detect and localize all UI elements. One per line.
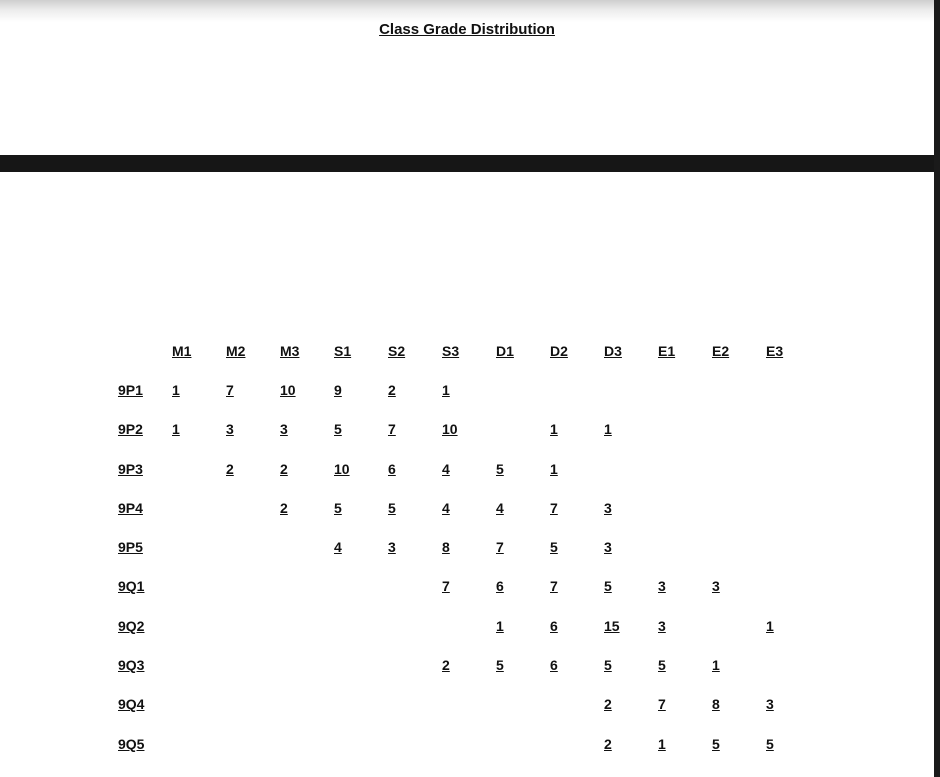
table-cell: 2 xyxy=(604,696,612,713)
table-cell xyxy=(160,606,214,645)
table-row xyxy=(106,370,808,409)
table-cell: 4 xyxy=(334,539,342,556)
table-cell: 2 xyxy=(442,657,450,674)
table-cell xyxy=(268,685,322,724)
table-cell xyxy=(592,370,646,409)
table-cell: 8 xyxy=(712,696,720,713)
table-cell xyxy=(268,567,322,606)
row-label: 9P5 xyxy=(118,539,143,556)
document-title: Class Grade Distribution xyxy=(379,21,555,38)
table-cell: 7 xyxy=(550,499,558,516)
table-cell: 1 xyxy=(442,381,450,398)
table-cell xyxy=(700,488,754,527)
table-cell: 4 xyxy=(442,460,450,477)
table-cell xyxy=(538,370,592,409)
table-cell xyxy=(646,410,700,449)
table-cell xyxy=(646,449,700,488)
table-cell xyxy=(430,685,484,724)
column-header: D3 xyxy=(604,342,622,359)
column-header: D2 xyxy=(550,342,568,359)
table-cell xyxy=(646,488,700,527)
table-cell: 15 xyxy=(604,617,620,634)
table-cell xyxy=(484,410,538,449)
table-cell: 1 xyxy=(658,735,666,752)
table-cell: 7 xyxy=(226,381,234,398)
row-label: 9Q1 xyxy=(118,578,145,595)
table-cell: 7 xyxy=(442,578,450,595)
table-cell xyxy=(538,685,592,724)
table-cell: 5 xyxy=(334,421,342,438)
table-cell: 6 xyxy=(550,657,558,674)
table-cell: 1 xyxy=(550,421,558,438)
table-cell: 6 xyxy=(550,617,558,634)
table-cell xyxy=(160,645,214,684)
column-header: M3 xyxy=(280,342,300,359)
table-cell: 1 xyxy=(712,657,720,674)
table-cell: 1 xyxy=(604,421,612,438)
table-cell: 2 xyxy=(388,381,396,398)
table-cell xyxy=(268,606,322,645)
table-row xyxy=(106,685,808,724)
table-cell xyxy=(214,645,268,684)
table-cell: 5 xyxy=(496,460,504,477)
column-header: M1 xyxy=(172,342,192,359)
table-cell: 3 xyxy=(226,421,234,438)
table-cell xyxy=(268,645,322,684)
table-cell xyxy=(700,449,754,488)
table-cell xyxy=(754,645,808,684)
table-cell xyxy=(754,567,808,606)
table-cell: 5 xyxy=(388,499,396,516)
table-cell xyxy=(484,724,538,763)
page-right-edge xyxy=(934,0,940,777)
table-corner-cell xyxy=(106,331,160,370)
table-cell xyxy=(646,527,700,566)
row-label: 9Q3 xyxy=(118,657,145,674)
table-cell: 10 xyxy=(334,460,350,477)
table-cell xyxy=(214,685,268,724)
table-row xyxy=(106,449,808,488)
table-cell xyxy=(376,724,430,763)
column-header: E1 xyxy=(658,342,676,359)
table-cell: 5 xyxy=(604,657,612,674)
table-cell xyxy=(376,685,430,724)
table-cell xyxy=(322,606,376,645)
page-top-shadow xyxy=(0,0,934,22)
table-cell: 6 xyxy=(496,578,504,595)
table-cell: 1 xyxy=(172,421,180,438)
table-cell: 10 xyxy=(442,421,458,438)
row-label: 9Q5 xyxy=(118,735,145,752)
table-cell xyxy=(322,645,376,684)
table-cell xyxy=(754,488,808,527)
table-cell: 2 xyxy=(226,460,234,477)
table-cell xyxy=(376,645,430,684)
table-cell: 4 xyxy=(442,499,450,516)
column-header: E3 xyxy=(766,342,784,359)
table-row xyxy=(106,488,808,527)
row-label: 9P1 xyxy=(118,381,143,398)
table-cell xyxy=(538,724,592,763)
table-cell xyxy=(322,567,376,606)
table-cell: 3 xyxy=(388,539,396,556)
table-cell: 1 xyxy=(550,460,558,477)
table-cell xyxy=(214,606,268,645)
table-row xyxy=(106,606,808,645)
table-cell xyxy=(700,527,754,566)
table-cell xyxy=(160,527,214,566)
table-cell xyxy=(160,685,214,724)
table-cell xyxy=(160,567,214,606)
table-cell: 6 xyxy=(388,460,396,477)
column-header: D1 xyxy=(496,342,514,359)
table-cell: 7 xyxy=(496,539,504,556)
table-cell xyxy=(214,488,268,527)
table-cell: 1 xyxy=(172,381,180,398)
table-header-row xyxy=(106,331,808,370)
table-cell xyxy=(214,567,268,606)
row-label: 9P4 xyxy=(118,499,143,516)
page-break-bar xyxy=(0,155,934,172)
table-cell: 3 xyxy=(658,578,666,595)
table-cell xyxy=(700,606,754,645)
table-cell xyxy=(592,449,646,488)
table-cell xyxy=(754,449,808,488)
column-header: E2 xyxy=(712,342,730,359)
table-cell xyxy=(214,724,268,763)
table-row xyxy=(106,410,808,449)
table-cell xyxy=(484,685,538,724)
table-cell: 8 xyxy=(442,539,450,556)
table-cell: 5 xyxy=(496,657,504,674)
table-cell: 5 xyxy=(604,578,612,595)
table-cell: 3 xyxy=(604,499,612,516)
table-body xyxy=(106,370,808,763)
table-cell xyxy=(700,370,754,409)
table-cell xyxy=(214,527,268,566)
table-cell: 3 xyxy=(604,539,612,556)
table-cell xyxy=(430,606,484,645)
table-cell xyxy=(322,685,376,724)
table-cell: 7 xyxy=(550,578,558,595)
table-cell: 5 xyxy=(550,539,558,556)
table-cell: 5 xyxy=(712,735,720,752)
table-cell: 5 xyxy=(334,499,342,516)
table-cell xyxy=(646,370,700,409)
table-cell: 3 xyxy=(712,578,720,595)
table-cell: 3 xyxy=(280,421,288,438)
column-header: S1 xyxy=(334,342,352,359)
table-cell: 2 xyxy=(280,499,288,516)
table-row xyxy=(106,645,808,684)
table-cell xyxy=(754,370,808,409)
table-cell: 5 xyxy=(658,657,666,674)
table-cell xyxy=(484,370,538,409)
row-label: 9Q2 xyxy=(118,617,145,634)
table-cell: 2 xyxy=(280,460,288,477)
table-cell xyxy=(430,724,484,763)
table-cell: 1 xyxy=(496,617,504,634)
table-cell xyxy=(754,527,808,566)
table-cell xyxy=(160,724,214,763)
table-row xyxy=(106,567,808,606)
table-cell: 2 xyxy=(604,735,612,752)
table-cell xyxy=(754,410,808,449)
column-header: S3 xyxy=(442,342,460,359)
table-cell xyxy=(268,527,322,566)
table-cell: 1 xyxy=(766,617,774,634)
table-row xyxy=(106,527,808,566)
column-header: S2 xyxy=(388,342,406,359)
table-cell: 3 xyxy=(766,696,774,713)
table-cell: 5 xyxy=(766,735,774,752)
row-label: 9P2 xyxy=(118,421,143,438)
table-cell: 4 xyxy=(496,499,504,516)
table-cell: 3 xyxy=(658,617,666,634)
table-cell: 7 xyxy=(388,421,396,438)
table-cell: 10 xyxy=(280,381,296,398)
table-cell xyxy=(376,606,430,645)
table-cell: 9 xyxy=(334,381,342,398)
row-label: 9Q4 xyxy=(118,696,145,713)
table-cell xyxy=(700,410,754,449)
table-cell xyxy=(160,449,214,488)
row-label: 9P3 xyxy=(118,460,143,477)
table-row xyxy=(106,724,808,763)
table-cell xyxy=(322,724,376,763)
table-cell xyxy=(376,567,430,606)
table-cell: 7 xyxy=(658,696,666,713)
table-cell xyxy=(160,488,214,527)
column-header: M2 xyxy=(226,342,246,359)
table-cell xyxy=(268,724,322,763)
grade-distribution-table xyxy=(106,331,808,763)
